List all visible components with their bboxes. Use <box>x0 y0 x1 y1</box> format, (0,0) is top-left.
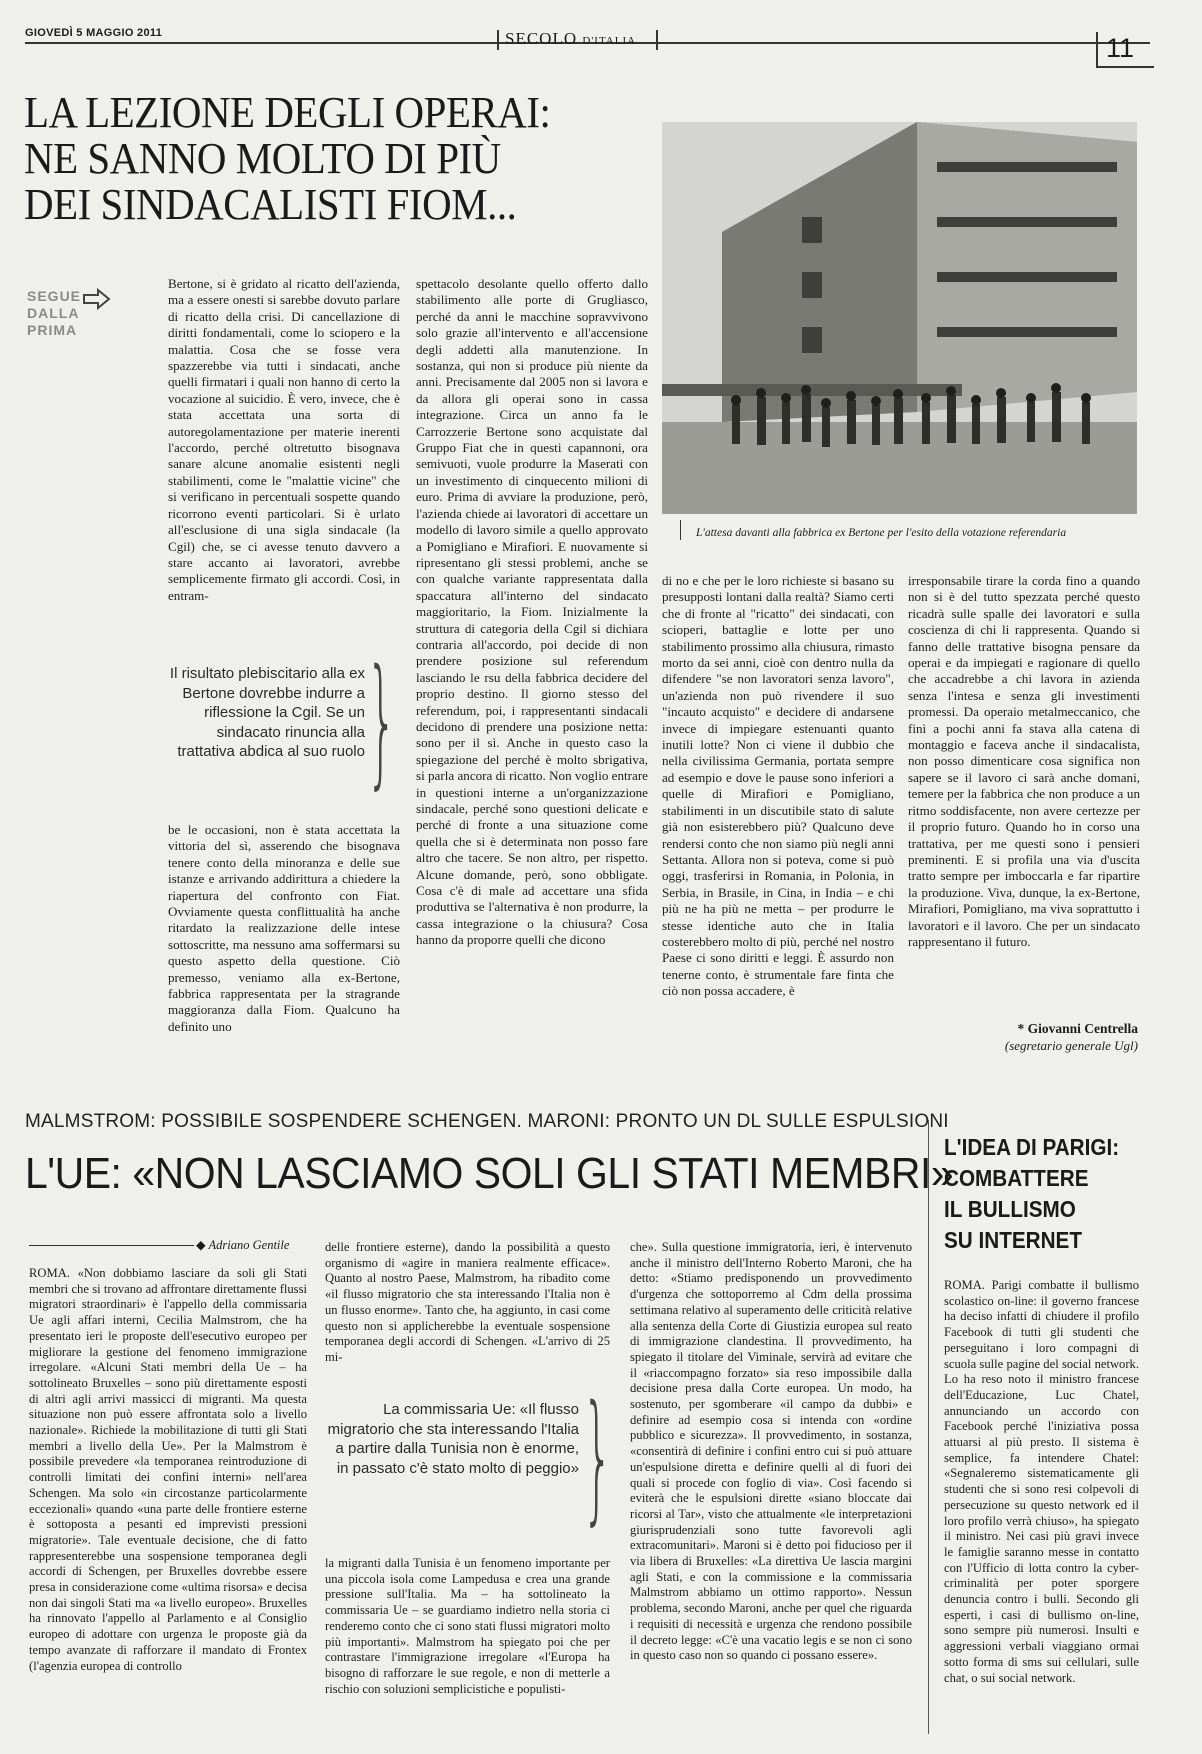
sidebar-body: ROMA. Parigi combatte il bullismo scolastico on-line: il governo francese ha deciso infatti di chiudere il profilo Facebook di tutti gli studenti che perseguitano i loro compagni di scuola sulle pagine del social network. Lo ha reso noto il ministro francese dell'Educazione, Luc Chatel, annunciando un accordo con Facebook perché l'iniziativa possa attuarsi al più presto. Il sistema è semplice, fa intendere Chatel: «Segnaleremo sistematicamente gli studenti che si sono resi colpevoli di persecuzione su questo network ed il loro profilo verrà chiuso», ha spiegato il ministro. Nei casi più gravi invece le famiglie saranno messe in contatto con l'Ufficio di lotta contro la cyber-criminalità per poter sporgere denuncia contro i bulli. Secondo gli esperti, i casi di bullismo on-line, sono sempre più numerosi. Insulti e aggressioni verbali viaggiano ormai sotto forma di sms sui cellulari, sulle chat, o sui social network. <box>944 1278 1139 1685</box>
headline-line3: DEI SINDACALISTI FIOM... <box>24 180 517 229</box>
sidebar-headline <box>944 1132 1124 1256</box>
byline <box>196 1237 289 1253</box>
masthead <box>505 29 636 49</box>
pull-quote-1 <box>168 664 365 762</box>
article2-col2-bottom: la migranti dalla Tunisia è un fenomeno importante per una piccola isola come Lampedusa e crea una grande pressione sull'Italia. Ma – ha sottolineato la commissaria Ue – se guardiamo indietro nella storia ci renderemo conto che ci sono stati flussi migratori molto più importanti». Malmstrom ha spiegato poi che per contrastare l'immigrazione irregolare «l'Europa ha bisogno di rafforzare le sue regole, e non di metterle a rischio con soluzioni semplicistiche e populisti- <box>325 1556 610 1696</box>
factory-photo <box>662 122 1137 514</box>
byline-rule <box>29 1245 194 1246</box>
caption-bar <box>680 520 681 540</box>
masthead-title: SECOLO <box>505 29 578 48</box>
pull-quote-2-brace: } <box>582 1376 614 1539</box>
continued-from-text: SEGUE DALLA PRIMA <box>27 288 82 338</box>
article1-headline <box>24 90 619 228</box>
article2-col3: che». Sulla questione immigratoria, ieri, è intervenuto anche il ministro dell'Interno Roberto Maroni, che ha detto: «Stiamo predisponendo un provvedimento d'urgenza che sottoporremo al Cdm della prossima settimana relativo al superamento delle criticità relative alla sentenza della Corte di Giustizia europea sul reato di immigrazione clandestina. Il provvedimento, ha spiegato il titolare del Viminale, servirà ad evitare che il «riaccompagno forzato» sia reso impossibile dalla decisione presa dalla Corte europea. Un modo, ha sostenuto, per sgomberare «il campo da dubbi» e definire ad esempio cosa si intenda con «ordine pubblico e sicurezza». Il provvedimento, in sostanza, «consentirà di definire i confini entro cui si può attuare un'espulsione diretta e definire quelli al di fuori dei quali si procede con foglio di via». Così facendo si eviterà che le espulsioni dirette «siano bloccate dai ricorsi al Tar», visto che attualmente «le interpretazioni giurisprudenziali sono tutte favorevoli agli extracomunitari». Maroni si è detto poi fiducioso per il via libera di Bruxelles: «La direttiva Ue lascia margini agli Stati, e con la commissione e la commissaria Malmstrom abbiamo un ottimo rapporto». Nessun problema, secondo Maroni, anche per quel che riguarda i requisiti di necessità e urgenza che rendono possibile il decreto legge: «C'è una vacatio legis e se non ci sono in questo caso non so quando ci possano essere». <box>630 1240 912 1663</box>
byline-author: Adriano Gentile <box>208 1238 290 1252</box>
article2-kicker: MALMSTROM: POSSIBILE SOSPENDERE SCHENGEN. MARONI: PRONTO UN DL SULLE ESPULSIONI <box>25 1111 949 1132</box>
article2-col2-top: delle frontiere esterne), dando la possibilità a questo organismo di «agire in maniera realmente efficace». Quanto al nostro Paese, Malmstrom, ha ribadito come «il flusso migratorio che sta interessando l'Italia non è un flusso enorme». Tanto che, ha aggiunto, in casi come questo non si applicherebbe la eventuale sospensione temporanea degli accordi di Schengen. «L'arrivo di 25 mi- <box>325 1240 610 1364</box>
issue-date: GIOVEDÌ 5 MAGGIO 2011 <box>25 27 163 39</box>
photo-caption: L'attesa davanti alla fabbrica ex Bertone per l'esito della votazione referendaria <box>696 527 1067 539</box>
author-name: * Giovanni Centrella <box>1017 1021 1138 1036</box>
article1-col4: irresponsabile tirare la corda fino a quando non si è del tutto spezzata perché questo ricadrà sulle spalle dei lavoratori e sulla coscienza di chi li rappresenta. Quando si fanno delle trattative bisogna pensare da operai e da impiegati e ragionare di quello che accadrebbe a chi lavora in azienda senza l'intesa e senza gli investimenti promessi. Da operaio metalmeccanico, che finì a pochi anni fa stava alla catena di montaggio e faceva anche il sindacalista, non posso dimenticare cosa significa non sapere se il lavoro ci sarà anche domani, temere per la fabbrica che non produce a un ritmo soddisfacente, non avere certezze per il proprio futuro. Quando ho in corso una trattativa, per me questi sono i pensieri preminenti. E si profila una via d'uscita tratto sempre per imboccarla e far ripartire la produzione. Viva, dunque, la ex-Bertone, Mirafiori, Pomigliano, ma viva soprattutto i lavoratori e il lavoro. Che per un sindacato rappresentano il futuro. <box>908 573 1140 949</box>
sidebar-headline-line3: IL BULLISMO <box>944 1196 1076 1222</box>
pull-quote-1-brace: } <box>366 640 398 803</box>
pull-quote-2 <box>325 1400 579 1478</box>
byline-diamond-icon: ◆ <box>196 1238 206 1252</box>
sidebar-headline-line2: COMBATTERE <box>944 1165 1089 1191</box>
sidebar-headline-line4: SU INTERNET <box>944 1227 1083 1253</box>
article1-col2: spettacolo desolante quello offerto dallo stabilimento alle porte di Grugliasco, perché da anni le macchine sopravvivono solo grazie all'intervento e all'accensione degli addetti alla manutenzione. In sostanza, qui non si produce più niente da anni. Precisamente dal 2005 non si lavora e da allora gli operai sono in cassa integrazione. Circa un anno fa le Carrozzerie Bertone sono acquistate dal Gruppo Fiat che in questi capannoni, ora semivuoti, vuole produrre la Maserati con un investimento di cinquecento milioni di euro. Prima di avviare la produzione, però, l'azienda chiede ai lavoratori di accettare un modello di lavoro simile a quello approvato a Pomigliano e Mirafiori. E nuovamente si ripresentano gli stessi problemi, anche se con qualche variante rappresentata dalla spaccatura all'interno del sindacato maggioritario, la Fiom. Inizialmente la struttura di categoria della Cgil si dichiara contraria all'accordo, poi decide di non prendere posizione sul referendum lasciando le rsu della fabbrica decidere del proprio destino. Il giorno stesso del referendum, poi, i rappresentanti sindacali decidono di prendere una posizione netta: sono per il sì. Anche in questo caso la spiegazione del perché è molto sbrigativa, si parla ancora di ricatto. Non voglio entrare in questioni interne a un'organizzazione sindacale, perché sono questioni delicate e perché di fronte a una situazione come quella che si è determinata non posso fare altro che tacere. Se non altro, per rispetto. Alcune domande, però, sono obbligate. Cosa c'è di male ad accettare una sfida produttiva se l'alternativa è non produrre, la cassa integrazione o la chiusura? Cosa hanno da proporre quelli che dicono <box>416 276 648 948</box>
factory-building-illustration <box>662 122 1137 514</box>
arrow-right-icon <box>82 288 112 310</box>
article1-col1-bottom: be le occasioni, non è stata accettata la vittoria del sì, asserendo che bisognava tenere conto della minoranza e delle sue istanze e arrivando addirittura a chiedere la riapertura del confronto con Fiat. Ovviamente questa conflittualità ha anche ritardato la realizzazione delle intese sottoscritte, ma nessuno ama soffermarsi su questo aspetto della questione. Ciò premesso, veniamo alla ex-Bertone, fabbrica rappresentata per la stragrande maggioranza dalla Fiom. Qualcuno ha definito uno <box>168 822 400 1034</box>
author-role: (segretario generale Ugl) <box>1004 1038 1138 1053</box>
masthead-subtitle: D'ITALIA <box>582 35 637 47</box>
article2-headline: L'UE: «NON LASCIAMO SOLI GLI STATI MEMBRI» <box>25 1149 954 1198</box>
headline-line1: LA LEZIONE DEGLI OPERAI: <box>24 88 551 137</box>
pull-quote-2-text: La commissaria Ue: «Il flusso migratorio che sta interessando l'Italia a partire dalla Tunisia non è enorme, in passato c'è stato molto di peggio» <box>327 1401 579 1477</box>
page-number: 11 <box>1106 33 1135 63</box>
masthead-bar-left <box>497 30 499 50</box>
pull-quote-1-text: Il risultato plebiscitario alla ex Bertone dovrebbe indurre a riflessione la Cgil. Se un sindacato rinuncia alla trattativa abdica al suo ruolo <box>169 665 365 760</box>
article2-col1: ROMA. «Non dobbiamo lasciare da soli gli Stati membri che si trovano ad affrontare direttamente flussi migratori straordinari» è l'appello della commissaria Ue agli affari interni, Cecilia Malmstrom, che ha presentato ieri le proposte dell'esecutivo europeo per migliorare la gestione del fenomeno immigrazione irregolare. «Alcuni Stati membri della Ue – ha sottolineato Bruxelles – sono più direttamente esposti di altri agli arrivi massicci di migranti. Ma questa situazione non può essere affrontata solo a livello nazionale». Richiede la mobilitazione di tutti gli Stati membri a livello della Ue». Per la Malmstrom è possibile prevedere «la temporanea reintroduzione di controlli limitati dei confini interni» nell'area Schengen. Ma solo «in circostanze particolarmente eccezionali» quando «una parte delle frontiere esterne è sottoposta a pesanti ed imprevisti pressioni migratorie». Tale eventuale decisione, che di fatto rappresenterebbe una sospensione temporanea degli accordi di Schengen, per Bruxelles dovrebbe essere presa in considerazione come «ultima risorsa» e decisa non dai singoli Stati ma «a livello europeo». Bruxelles ha rinnovato l'appello al Parlamento e al Consiglio europeo di adottare con urgenza le proposte già da tempo avanzate di rafforzare il mandato di Frontex (l'agenzia europea di controllo <box>29 1266 307 1673</box>
continued-from-label <box>27 288 87 339</box>
article1-col1-top: Bertone, si è gridato al ricatto dell'azienda, ma a essere onesti si sarebbe dovuto parlare di ricatto della crisi. Di cancellazione di diritti fondamentali, come lo sciopero e la malattia. Cosa che se fosse vera spazzerebbe via tutti i sindacati, anche quelli firmatari i quali non hanno di certo la vocazione al suicidio. È vero, invece, che è stata accettata una sorta di autoregolamentazione per materie inerenti l'accordo, perché oltretutto bisognava sanare alcune anomalie esistenti negli stabilimenti, come le "malattie vicine" che si verificano in percentuali sospette quando ricorrono eventi particolari. Si è urlato all'esclusione di una sigla sindacale (la Cgil) che, se ci avesse tenuto davvero a stare accanto ai lavoratori, avrebbe semplicemente firmato gli accordi. Così, in entram- <box>168 276 400 603</box>
masthead-bar-right <box>656 30 658 50</box>
article1-col3: di no e che per le loro richieste si basano su presupposti lontani dalla realtà? Siamo certi che di fronte al "ricatto" dei sindacati, con scioperi, battaglie e lotte per uno stabilimento prossimo alla chiusura, rimasto morto da sei anni, cioè con dentro nulla da difendere "se non lavoratori senza lavoro", un'azienda non può rivendere il suo "incauto acquisto" e decidere di andarsene invece di impiegare estenuanti quanto inutili lotte? Non ci viene il dubbio che nella civilissima Germania, portata sempre ad esempio e dove le pause sono inferiori a quelle di Mirafiori e Pomigliano, stabilimenti in un discutibile stato di salute già non esisterebbero più? Qualcuno deve rendersi conto che non siamo più negli anni Settanta. Allora non si poteva, come si può oggi, trasferirsi in Romania, in Polonia, in Serbia, in Brasile, in Cina, in India – e chi più ne ha più ne metta – per produrre le stesse identiche auto che in Italia costerebbero molto di più, perché nel nostro Paese ci sono diritti e leggi. È assurdo non tenerne conto, è strumentale fare finta che ciò non possa accadere, è <box>662 573 894 999</box>
headline-line2: NE SANNO MOLTO DI PIÙ <box>24 134 501 183</box>
sidebar-headline-line1: L'IDEA DI PARIGI: <box>944 1134 1120 1160</box>
